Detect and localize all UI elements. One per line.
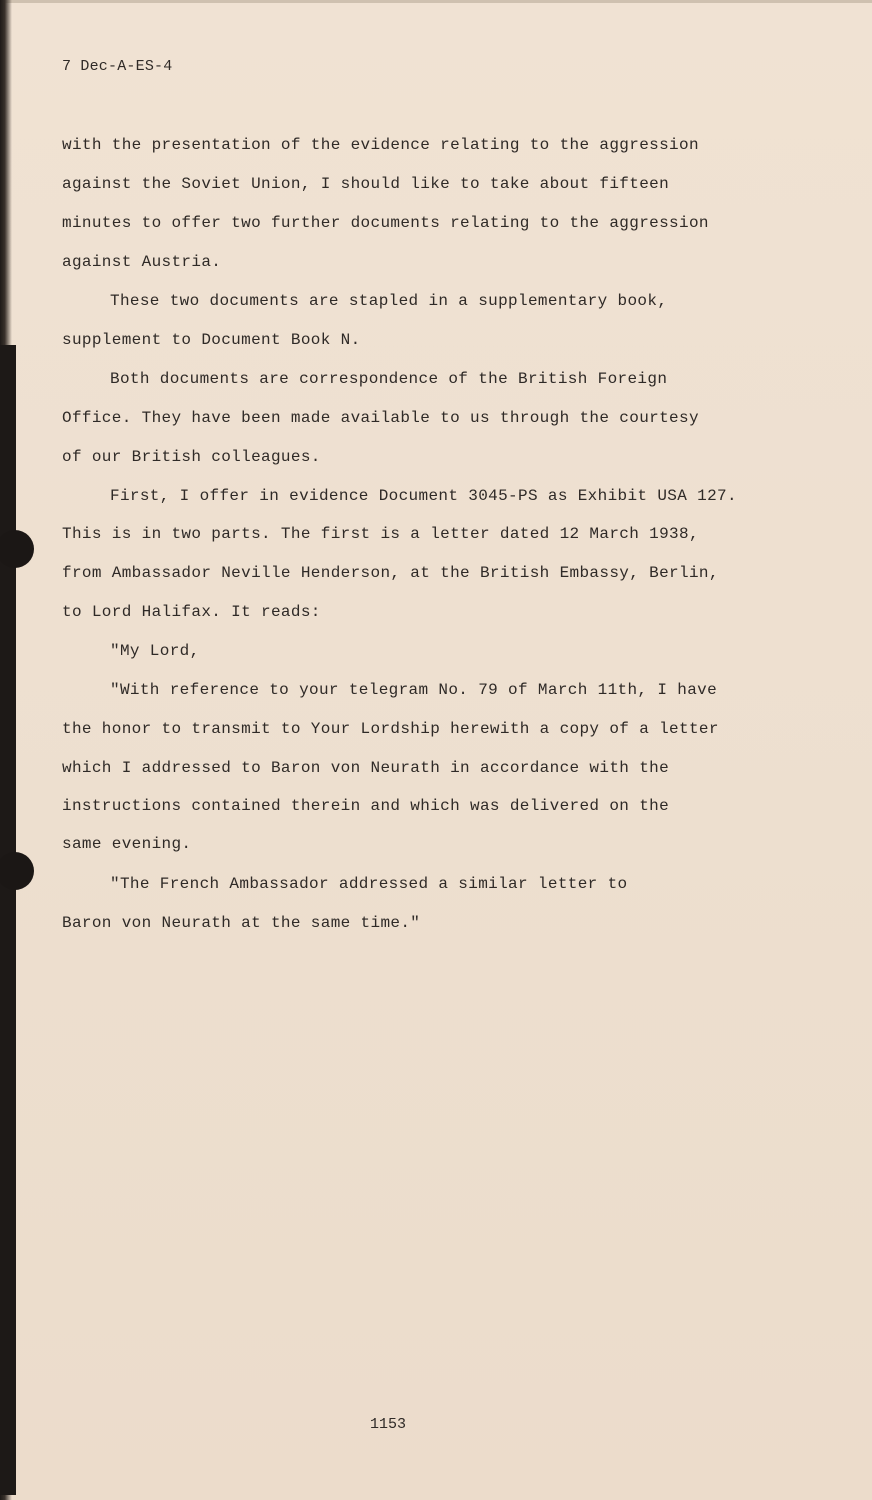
text-line: which I addressed to Baron von Neurath in accordance with the bbox=[62, 759, 670, 777]
text-line: against the Soviet Union, I should like to take about fifteen bbox=[62, 175, 670, 193]
text-line: minutes to offer two further documents relating to the aggression bbox=[62, 214, 709, 232]
text-line: instructions contained therein and which was delivered on the bbox=[62, 797, 670, 815]
text-line: supplement to Document Book N. bbox=[62, 331, 361, 349]
text-line: to Lord Halifax. It reads: bbox=[62, 603, 321, 621]
document-reference: 7 Dec-A-ES-4 bbox=[62, 58, 173, 75]
text-line: "My Lord, bbox=[110, 642, 200, 660]
text-line: "With reference to your telegram No. 79 of March 11th, I have bbox=[110, 681, 718, 699]
text-line: "The French Ambassador addressed a similar letter to bbox=[110, 875, 628, 893]
text-line: First, I offer in evidence Document 3045-PS as Exhibit USA 127. bbox=[110, 487, 737, 505]
punch-hole-lower bbox=[0, 852, 34, 890]
page-number: 1153 bbox=[370, 1416, 407, 1433]
text-line: Both documents are correspondence of the British Foreign bbox=[110, 370, 668, 388]
text-line: with the presentation of the evidence relating to the aggression bbox=[62, 136, 699, 154]
text-line: Office. They have been made available to us through the courtesy bbox=[62, 409, 699, 427]
text-line: This is in two parts. The first is a letter dated 12 March 1938, bbox=[62, 525, 699, 543]
text-line: of our British colleagues. bbox=[62, 448, 321, 466]
text-line: the honor to transmit to Your Lordship herewith a copy of a letter bbox=[62, 720, 719, 738]
binding-strip bbox=[0, 345, 16, 1495]
text-line: against Austria. bbox=[62, 253, 222, 271]
text-line: same evening. bbox=[62, 835, 192, 853]
text-line: from Ambassador Neville Henderson, at the British Embassy, Berlin, bbox=[62, 564, 719, 582]
page-top-edge bbox=[0, 0, 872, 3]
text-line: These two documents are stapled in a supplementary book, bbox=[110, 292, 668, 310]
text-line: Baron von Neurath at the same time." bbox=[62, 914, 421, 932]
punch-hole-upper bbox=[0, 530, 34, 568]
